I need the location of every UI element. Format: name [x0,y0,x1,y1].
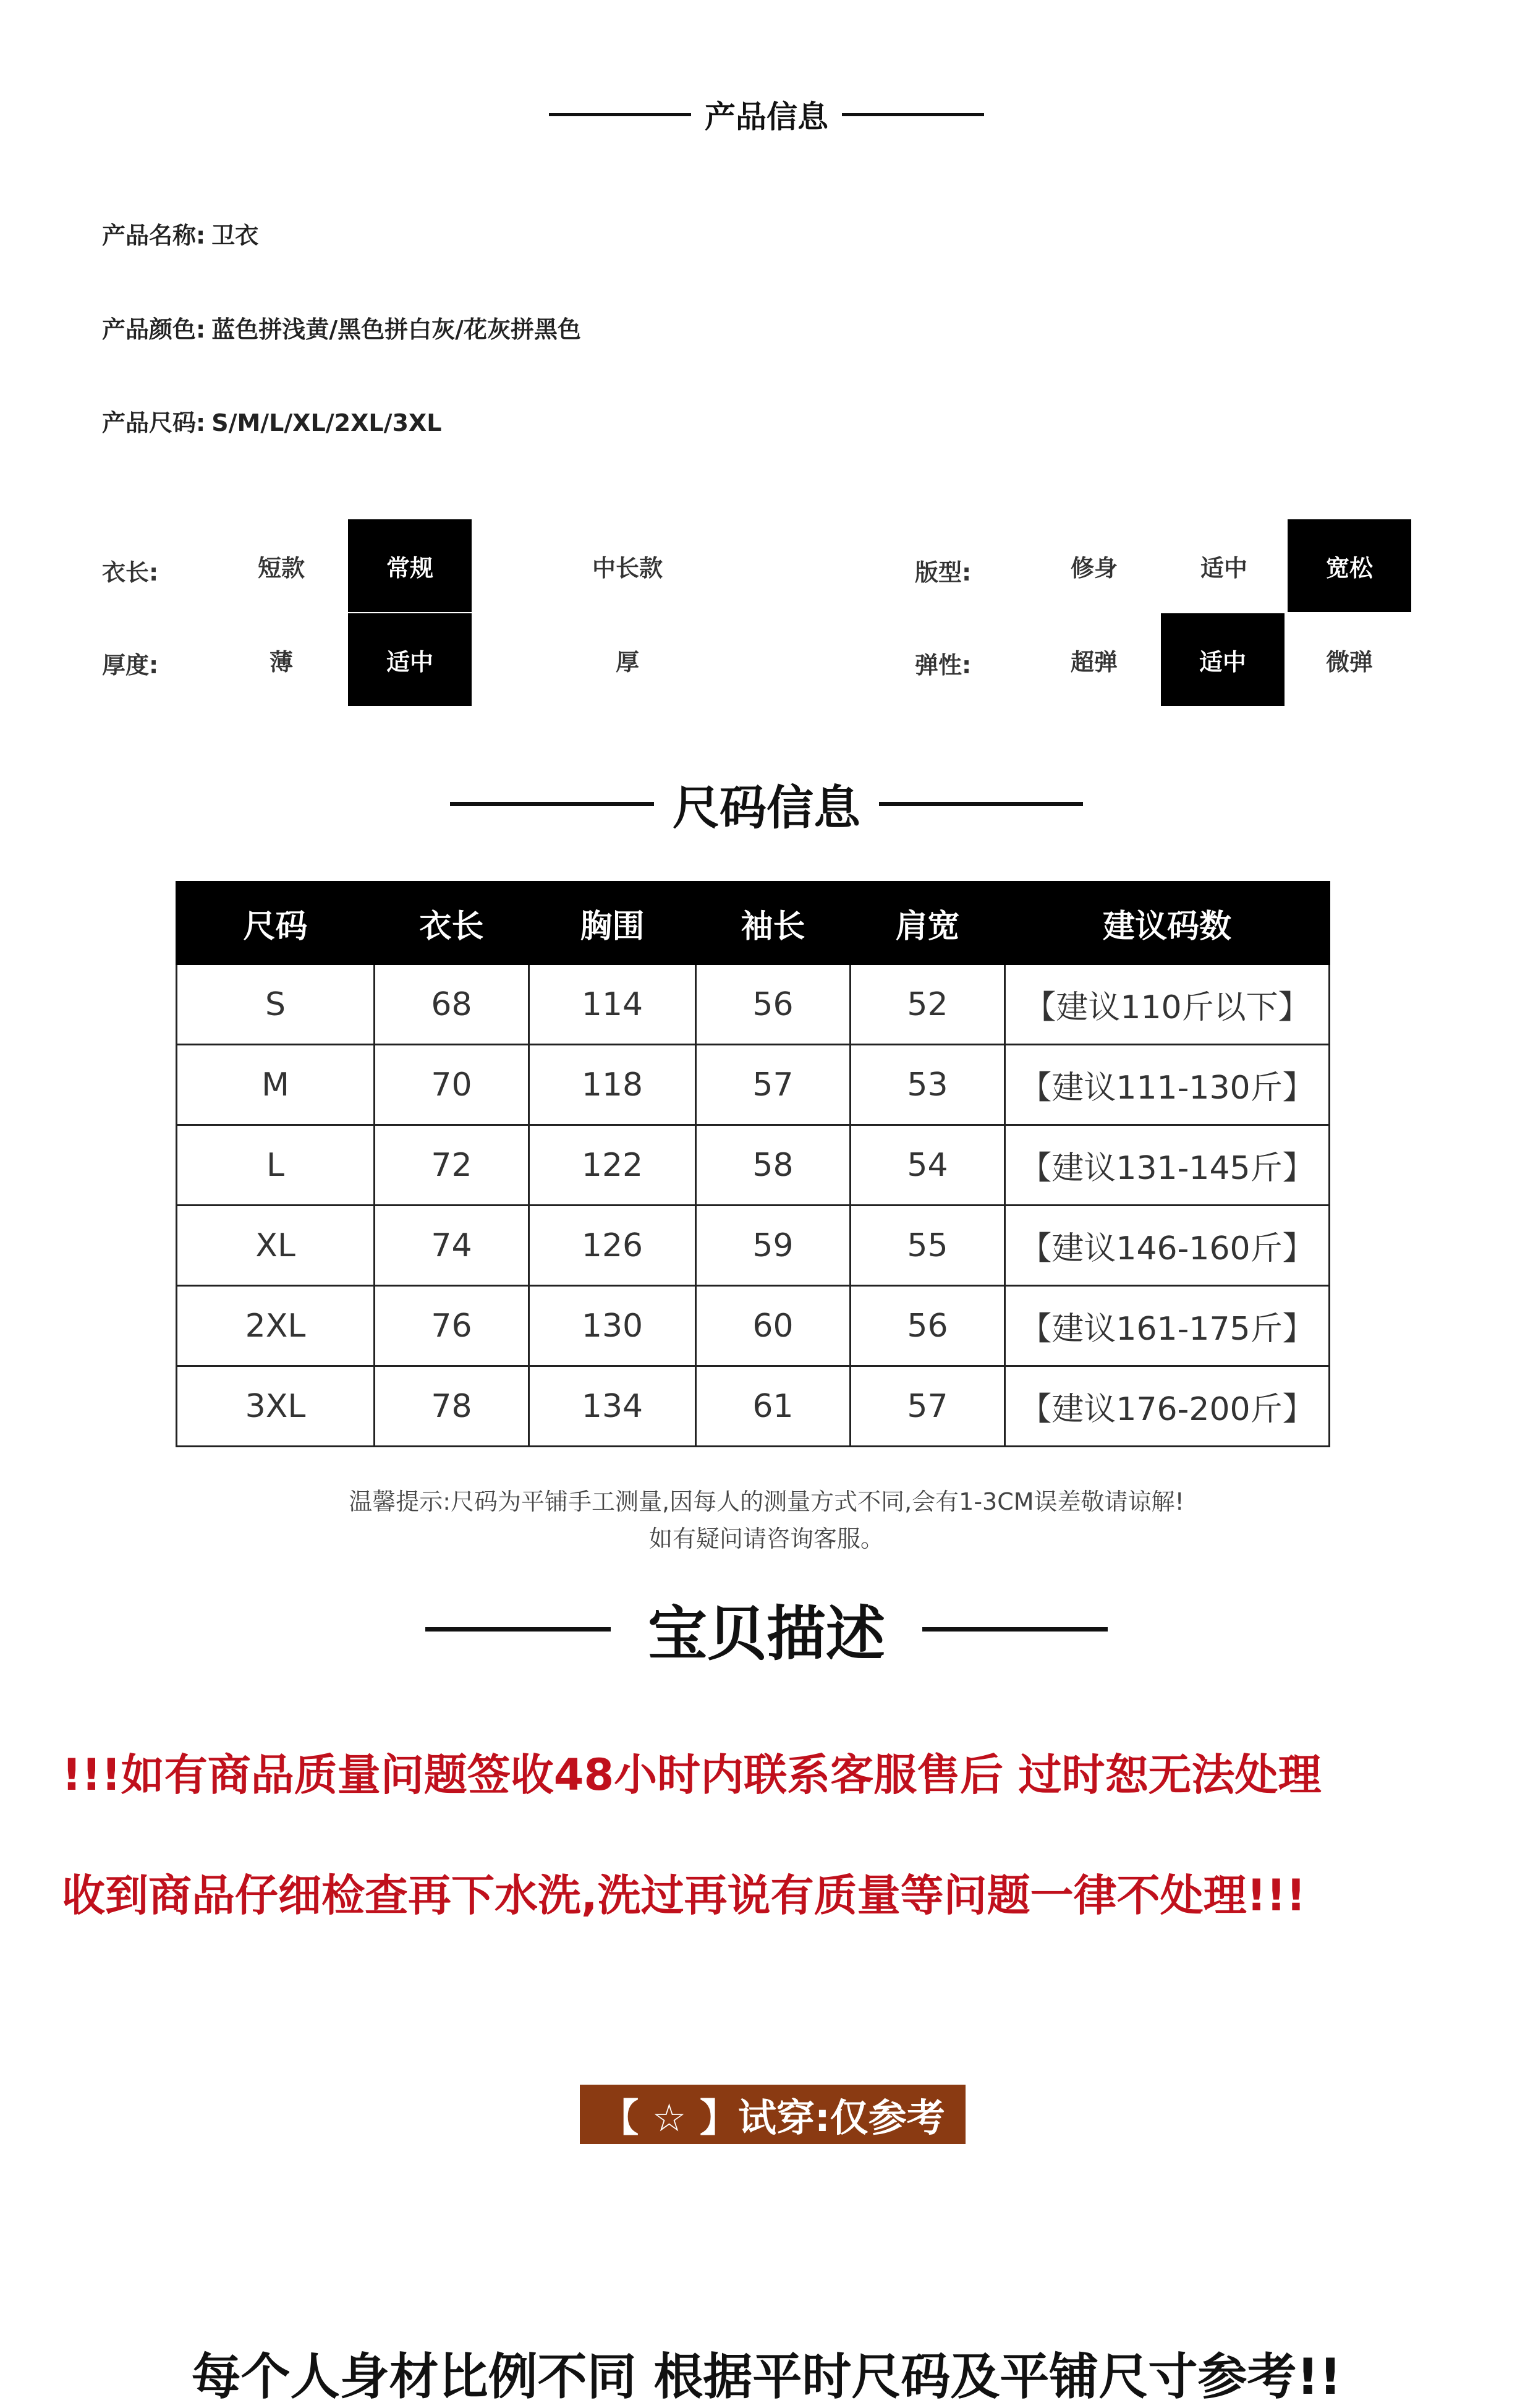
table-cell: 70 [375,1045,529,1125]
heading-rule-right [842,113,984,116]
table-cell: 78 [375,1366,529,1447]
table-cell: 130 [529,1286,696,1366]
size-info-heading [0,773,1533,835]
product-color-label: 产品颜色: [102,316,206,343]
thickness-option-medium: 适中 [348,613,472,706]
table-row [177,1125,1330,1206]
table-row [177,964,1330,1045]
fit-option-slim: 修身 [1070,554,1118,582]
table-cell: 2XL [177,1286,375,1366]
table-cell: 76 [375,1286,529,1366]
length-option-regular: 常规 [348,519,472,612]
table-cell: 3XL [177,1366,375,1447]
table-row [177,1206,1330,1286]
product-info-heading [0,93,1533,136]
heading-rule-left [425,1627,611,1632]
table-cell: M [177,1045,375,1125]
table-cell: 134 [529,1366,696,1447]
header-sleeve: 袖长 [696,882,851,964]
table-cell: 68 [375,964,529,1045]
table-cell: 56 [696,964,851,1045]
table-cell: 118 [529,1045,696,1125]
description-heading [0,1589,1533,1669]
warning-line-1: !!!如有商品质量问题签收48小时内联系客服售后 过时恕无法处理 [62,1750,1322,1800]
product-size-value: S/M/L/XL/2XL/3XL [211,409,442,436]
product-color-value: 蓝色拼浅黄/黑色拼白灰/花灰拼黑色 [211,316,581,343]
heading-rule-right [879,802,1083,806]
warning-line-2: 收到商品仔细检查再下水洗,洗过再说有质量等问题一律不处理!!! [62,1870,1306,1921]
size-table [176,881,1330,1447]
table-cell: S [177,964,375,1045]
table-cell: 【建议110斤以下】 [1005,964,1330,1045]
table-cell: 72 [375,1125,529,1206]
table-cell: 114 [529,964,696,1045]
product-name-line [102,216,258,250]
product-info-title: 产品信息 [705,99,828,135]
heading-rule-left [450,802,654,806]
table-cell: 54 [851,1125,1005,1206]
table-cell: 【建议131-145斤】 [1005,1125,1330,1206]
bottom-note: 每个人身材比例不同 根据平时尺码及平铺尺寸参考!! [191,2348,1342,2406]
elasticity-option-super: 超弹 [1070,648,1118,676]
product-name-label: 产品名称: [102,222,206,249]
heading-rule-right [922,1627,1108,1632]
table-cell: 126 [529,1206,696,1286]
table-cell: 【建议161-175斤】 [1005,1286,1330,1366]
thickness-option-thin: 薄 [269,648,293,676]
fit-option-loose: 宽松 [1288,519,1411,612]
product-name-value: 卫衣 [211,222,259,249]
table-cell: 60 [696,1286,851,1366]
thickness-label: 厚度: [102,652,159,679]
tryon-badge: 【 ☆ 】试穿:仅参考 [580,2085,966,2144]
table-cell: 57 [851,1366,1005,1447]
size-tip-line1: 温馨提示:尺码为平铺手工测量,因每人的测量方式不同,会有1-3CM误差敬请谅解! [349,1488,1184,1515]
header-size: 尺码 [177,882,375,964]
table-cell: 61 [696,1366,851,1447]
table-row [177,1286,1330,1366]
product-size-line [102,404,441,438]
elasticity-option-slight: 微弹 [1325,648,1373,676]
elasticity-option-medium: 适中 [1161,613,1285,706]
table-cell: 122 [529,1125,696,1206]
table-row [177,1045,1330,1125]
table-cell: L [177,1125,375,1206]
elasticity-label: 弹性: [915,652,972,679]
length-option-long: 中长款 [592,554,663,582]
table-cell: XL [177,1206,375,1286]
header-recommended: 建议码数 [1005,882,1330,964]
product-size-label: 产品尺码: [102,409,206,436]
table-cell: 58 [696,1125,851,1206]
heading-rule-left [549,113,691,116]
header-length: 衣长 [375,882,529,964]
size-table-header-row [177,882,1330,964]
table-cell: 53 [851,1045,1005,1125]
table-cell: 59 [696,1206,851,1286]
table-cell: 【建议111-130斤】 [1005,1045,1330,1125]
table-cell: 55 [851,1206,1005,1286]
header-chest: 胸围 [529,882,696,964]
table-cell: 【建议146-160斤】 [1005,1206,1330,1286]
table-cell: 【建议176-200斤】 [1005,1366,1330,1447]
size-info-title: 尺码信息 [673,780,860,835]
fit-option-medium: 适中 [1200,554,1247,582]
size-tip-line2: 如有疑问请咨询客服。 [648,1525,884,1552]
description-title: 宝贝描述 [648,1599,885,1669]
fit-label: 版型: [915,559,972,586]
table-cell: 57 [696,1045,851,1125]
table-row [177,1366,1330,1447]
table-cell: 56 [851,1286,1005,1366]
table-cell: 52 [851,964,1005,1045]
product-color-line [102,310,581,344]
thickness-option-thick: 厚 [615,648,639,676]
table-cell: 74 [375,1206,529,1286]
header-shoulder: 肩宽 [851,882,1005,964]
length-option-short: 短款 [257,554,305,582]
length-label: 衣长: [102,559,159,586]
